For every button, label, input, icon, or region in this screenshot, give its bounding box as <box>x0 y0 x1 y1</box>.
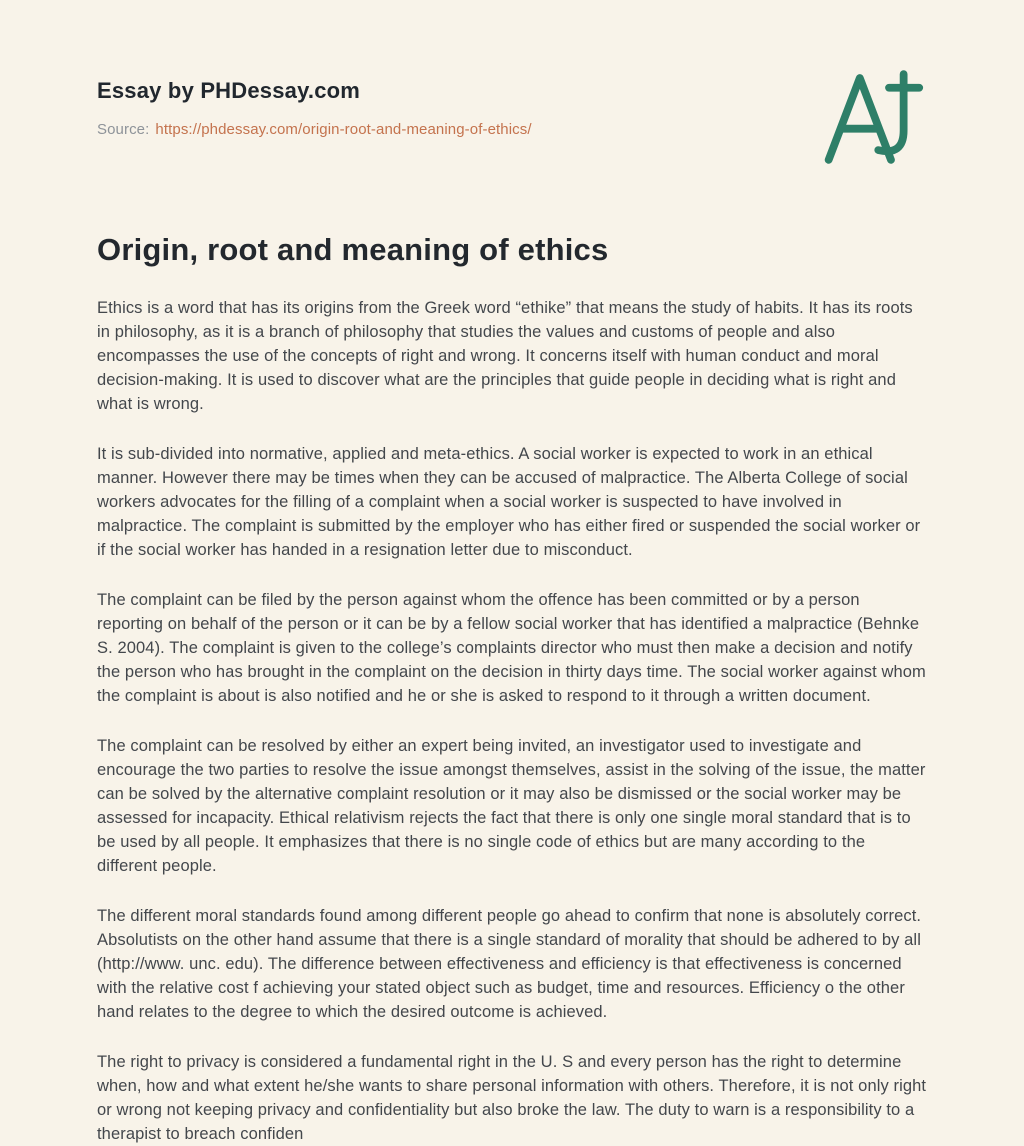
phdessay-a-plus-logo-icon <box>815 68 927 166</box>
source-link[interactable]: https://phdessay.com/origin-root-and-meaning-of-ethics/ <box>155 121 532 138</box>
page-header <box>97 68 927 168</box>
essay-content <box>97 230 927 1146</box>
brand-title: Essay by PHDessay.com <box>97 78 361 103</box>
essay-paragraph-4: The complaint can be resolved by either an expert being invited, an investigator used to investigate and encourage the two parties to resolve the issue amongst themselves, assist in the solving of the issue, the matter can be solved by the alternative complaint resolution or it may also be dismissed or the social worker may be assessed for incapacity. Ethical relativism rejects the fact that there is only one single moral standard that is to be used by all people. It emphasizes that there is no single code of ethics but are many according to the different people. <box>97 737 926 875</box>
essay-paragraph-6: The right to privacy is considered a fundamental right in the U. S and every person has the right to determine when, how and what extent he/she wants to share personal information with others. Therefore, it is not only right or wrong not keeping privacy and confidentiality but also broke the law. The duty to warn is a responsibility to a therapist to breach confiden <box>97 1053 927 1143</box>
source-label: Source: <box>97 121 150 138</box>
essay-paragraph-5: The different moral standards found among different people go ahead to confirm that none is absolutely correct. Absolutists on the other hand assume that there is a single standard of morality that should be adhered to by all (http://www. unc. edu). The difference between effectiveness and efficiency is that effectiveness is concerned with the relative cost f achieving your stated object such as budget, time and resources. Efficiency o the other hand relates to the degree to which the desired outcome is achieved. <box>97 907 922 1021</box>
essay-paragraph-1: Ethics is a word that has its origins from the Greek word “ethike” that means the study of habits. It has its roots in philosophy, as it is a branch of philosophy that studies the values and customs of people and also encompasses the use of the concepts of right and wrong. It concerns itself with human conduct and moral decision-making. It is used to discover what are the principles that guide people in deciding what is right and what is wrong. <box>97 299 913 413</box>
source-line <box>97 121 532 138</box>
essay-paragraph-2: It is sub-divided into normative, applied and meta-ethics. A social worker is expected to work in an ethical manner. However there may be times when they can be accused of malpractice. The Alberta College of social workers advocates for the filling of a complaint when a social worker is suspected to have involved in malpractice. The complaint is submitted by the employer who has either fired or suspended the social worker or if the social worker has handed in a resignation letter due to misconduct. <box>97 445 921 559</box>
header-text-block <box>97 68 532 138</box>
essay-title: Origin, root and meaning of ethics <box>97 232 609 267</box>
essay-paragraph-3: The complaint can be filed by the person against whom the offence has been committed or by a person reporting on behalf of the person or it can be by a fellow social worker that has identified a malpractice (Behnke S. 2004). The complaint is given to the college’s complaints director who must then make a decision and notify the person who has brought in the complaint on the decision in thirty days time. The social worker against whom the complaint is about is also notified and he or she is asked to respond to it through a written document. <box>97 591 926 705</box>
